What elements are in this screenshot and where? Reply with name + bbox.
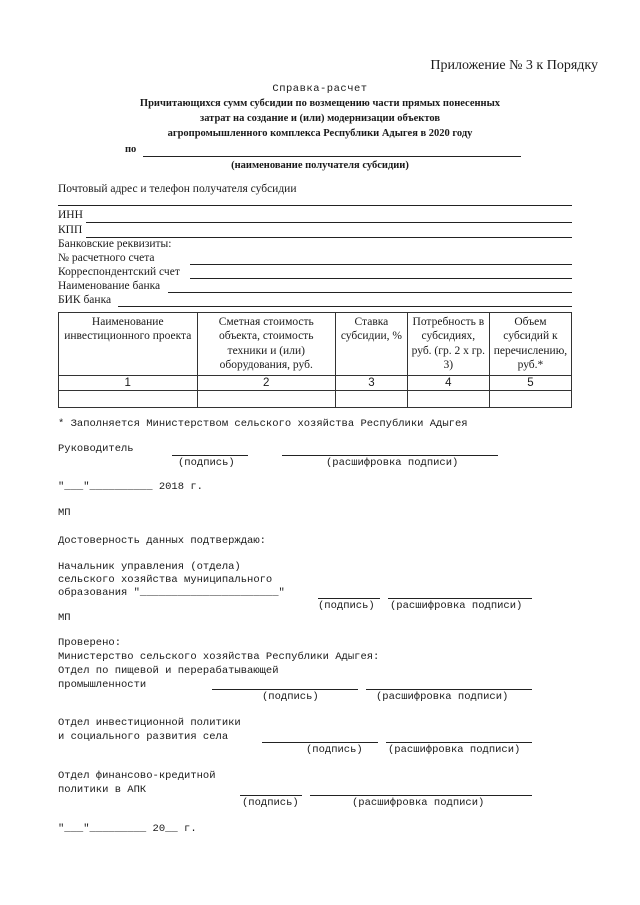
table-header-cell: Сметная стоимость объекта, стоимость техники и (или) оборудования, руб. — [197, 313, 336, 376]
account-field[interactable] — [190, 264, 572, 265]
inn-field[interactable] — [86, 222, 572, 223]
signature-caption: (подпись) — [178, 457, 235, 469]
chief-line3[interactable]: образования "______________________" — [58, 587, 285, 599]
chief-decode-field[interactable] — [388, 598, 532, 599]
po-label: по — [125, 144, 137, 155]
table-number-cell: 3 — [336, 375, 408, 390]
bank-name-field[interactable] — [168, 292, 572, 293]
bank-name-label: Наименование банка — [58, 280, 161, 292]
kpp-label: КПП — [58, 224, 83, 236]
corr-account-label: Корреспондентский счет — [58, 266, 180, 278]
signature-caption: (подпись) — [242, 797, 299, 809]
chief-line2: сельского хозяйства муниципального — [58, 574, 273, 586]
checked-label: Проверено: — [58, 637, 122, 649]
table-cell[interactable] — [59, 390, 198, 407]
postal-address-label: Почтовый адрес и телефон получателя субсидии — [58, 183, 297, 195]
table-row — [59, 390, 572, 407]
document-subtitle-line3: агропромышленного комплекса Республики Адыгея в 2020 году — [167, 128, 473, 139]
chief-signature-field[interactable] — [318, 598, 380, 599]
mp-label: МП — [58, 507, 71, 519]
account-label: № расчетного счета — [58, 252, 155, 264]
confirm-label: Достоверность данных подтверждаю: — [58, 535, 266, 547]
dept1-line2: промышленности — [58, 679, 147, 691]
decode-caption: (расшифровка подписи) — [376, 691, 509, 703]
signature-caption: (подпись) — [318, 600, 375, 612]
dept3-line2: политики в АПК — [58, 784, 147, 796]
table-cell[interactable] — [336, 390, 408, 407]
head-label: Руководитель — [58, 443, 134, 455]
table-cell[interactable] — [407, 390, 489, 407]
signature-caption: (подпись) — [262, 691, 319, 703]
dept3-decode-field[interactable] — [310, 795, 532, 796]
table-number-cell: 2 — [197, 375, 336, 390]
dept2-decode-field[interactable] — [386, 742, 532, 743]
table-number-row — [59, 375, 572, 390]
bank-details-label: Банковские реквизиты: — [58, 238, 172, 250]
table-header-cell: Потребность в субсидиях, руб. (гр. 2 х гр. 3) — [407, 313, 489, 376]
date-field-2[interactable]: "___"_________ 20__ г. — [58, 823, 197, 835]
chief-line1: Начальник управления (отдела) — [58, 561, 241, 573]
table-header-cell: Объем субсидий к перечислению, руб.* — [489, 313, 571, 376]
head-signature-field[interactable] — [172, 455, 248, 456]
decode-caption: (расшифровка подписи) — [326, 457, 459, 469]
postal-address-field[interactable] — [58, 205, 572, 206]
dept2-line1: Отдел инвестиционной политики — [58, 717, 241, 729]
table-number-cell: 1 — [59, 375, 198, 390]
document-title: Справка-расчет — [272, 83, 368, 95]
table-number-cell: 4 — [407, 375, 489, 390]
dept1-signature-field[interactable] — [212, 689, 358, 690]
date-field-1[interactable]: "___"__________ 2018 г. — [58, 481, 203, 493]
dept1-decode-field[interactable] — [366, 689, 532, 690]
decode-caption: (расшифровка подписи) — [388, 744, 521, 756]
dept2-line2: и социального развития села — [58, 731, 229, 743]
head-decode-field[interactable] — [282, 455, 498, 456]
table-number-cell: 5 — [489, 375, 571, 390]
signature-caption: (подпись) — [306, 744, 363, 756]
table-cell[interactable] — [489, 390, 571, 407]
table-cell[interactable] — [197, 390, 336, 407]
ministry-label: Министерство сельского хозяйства Республики Адыгея: — [58, 651, 380, 663]
table-header-cell: Ставка субсидии, % — [336, 313, 408, 376]
appendix-label: Приложение № 3 к Порядку — [430, 58, 598, 73]
mp-label: МП — [58, 612, 71, 624]
decode-caption: (расшифровка подписи) — [390, 600, 523, 612]
dept2-signature-field[interactable] — [262, 742, 378, 743]
corr-account-field[interactable] — [190, 278, 572, 279]
dept3-line1: Отдел финансово-кредитной — [58, 770, 216, 782]
inn-label: ИНН — [58, 209, 83, 221]
decode-caption: (расшифровка подписи) — [352, 797, 485, 809]
recipient-name-field[interactable] — [143, 156, 521, 157]
footnote: * Заполняется Министерством сельского хозяйства Республики Адыгея — [58, 418, 468, 430]
document-subtitle-line2: затрат на создание и (или) модернизации объектов — [199, 113, 441, 124]
bik-field[interactable] — [118, 306, 572, 307]
dept1-line1: Отдел по пищевой и перерабатывающей — [58, 665, 279, 677]
document-subtitle-line1: Причитающихся сумм субсидии по возмещению части прямых понесенных — [139, 98, 501, 109]
dept3-signature-field[interactable] — [240, 795, 302, 796]
table-header-cell: Наименование инвестиционного проекта — [59, 313, 198, 376]
table-header-row — [59, 313, 572, 376]
bik-label: БИК банка — [58, 294, 112, 306]
recipient-caption: (наименование получателя субсидии) — [231, 160, 409, 171]
subsidy-table — [58, 312, 572, 408]
